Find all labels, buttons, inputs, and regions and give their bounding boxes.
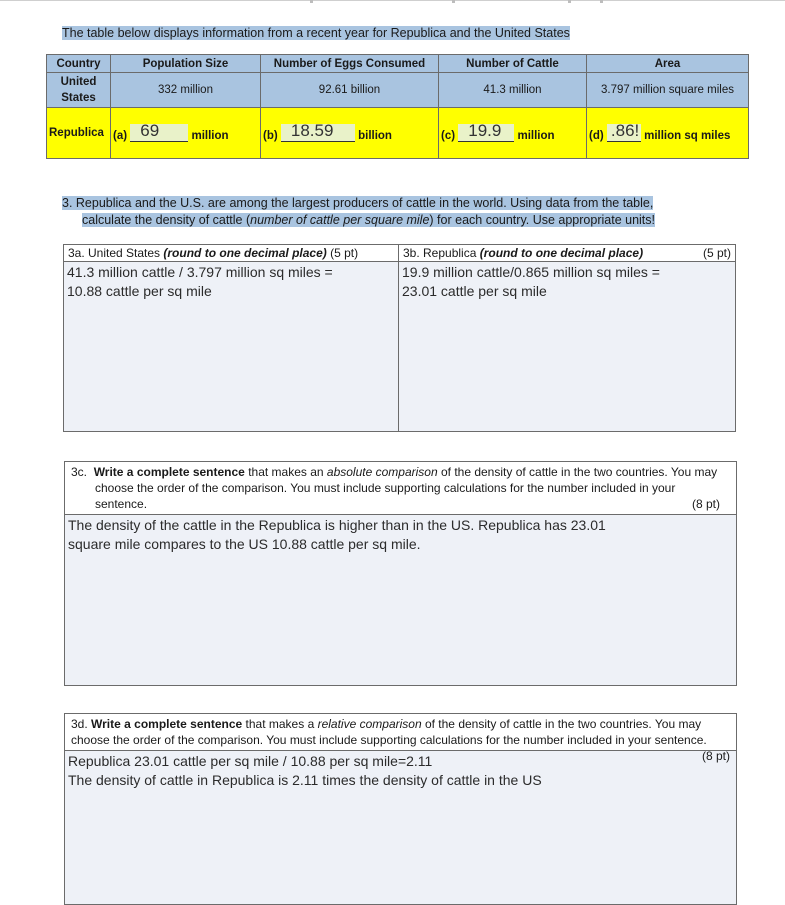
answer-3b-area[interactable]	[399, 262, 735, 302]
answer-a-value: 69	[140, 121, 160, 140]
label-b: (b)	[263, 130, 278, 142]
cell-us-eggs: 92.61 billion	[261, 73, 439, 108]
cell-rep-eggs	[261, 108, 439, 159]
answer-b-field[interactable]	[281, 121, 355, 142]
ruler-tick	[452, 0, 455, 3]
answer-3d-area[interactable]	[65, 751, 736, 791]
unit-c: million	[517, 130, 555, 142]
question-3d-prompt: 3d. Write a complete sentence that makes a relative comparison of the density of cattle in the two countries. You may choose the order of the comparison. You must include supporting calculations for the number included in your sentence. (8 pt)	[65, 714, 736, 751]
label-d: (d)	[589, 130, 604, 142]
cell-us-area: 3.797 million square miles	[587, 73, 749, 108]
unit-d: million sq miles	[644, 130, 731, 142]
question-3b-prompt: 3b. Republica (round to one decimal place) (5 pt)	[399, 245, 735, 262]
answer-3d-line2: The density of cattle in Republica is 2.11 times the density of cattle in the US	[68, 772, 542, 788]
header-population: Population Size	[111, 55, 261, 73]
answer-b-value: 18.59	[290, 121, 334, 140]
answer-3c-line1: The density of the cattle in the Republica is higher than in the US. Republica has 23.01	[68, 517, 606, 533]
answer-3a-area[interactable]	[64, 262, 399, 302]
cell-us-cattle: 41.3 million	[439, 73, 587, 108]
answer-3d-line1: Republica 23.01 cattle per sq mile / 10.88 per sq mile=2.11	[68, 753, 433, 769]
table-row-republica	[47, 108, 749, 159]
ruler-tick	[568, 0, 571, 3]
answer-3a-line1: 41.3 million cattle / 3.797 million sq miles =	[67, 264, 333, 280]
cell-rep-cattle	[439, 108, 587, 159]
question-3c-box	[64, 461, 737, 686]
table-header-row	[47, 55, 749, 73]
answer-d-field[interactable]	[607, 121, 641, 142]
question-3-line2: calculate the density of cattle (number of cattle per square mile) for each country. Use appropriate units!	[82, 213, 655, 227]
answer-3a-line2: 10.88 cattle per sq mile	[67, 283, 212, 299]
page-top-border	[0, 0, 785, 4]
question-3c-prompt: 3c. Write a complete sentence that makes an absolute comparison of the density of cattle in the two countries. You may choose the order of the comparison. You must include supporting calculations for the number included in your sentence. (8 pt)	[65, 462, 736, 515]
answer-3b-line2: 23.01 cattle per sq mile	[402, 283, 547, 299]
question-3a-prompt: 3a. United States (round to one decimal place) (5 pt)	[64, 245, 399, 262]
cell-us-country: United States	[47, 73, 111, 108]
header-cattle: Number of Cattle	[439, 55, 587, 73]
question-3b-box	[398, 244, 736, 432]
answer-d-value: .86!	[610, 121, 640, 140]
ruler-tick	[310, 0, 313, 3]
answer-c-field[interactable]	[458, 121, 514, 142]
cell-rep-country: Republica	[47, 108, 111, 159]
intro-text: The table below displays information from a recent year for Republica and the United States	[62, 26, 570, 40]
unit-a: million	[191, 130, 229, 142]
question-3a-box	[63, 244, 400, 432]
cell-rep-area	[587, 108, 749, 159]
header-eggs: Number of Eggs Consumed	[261, 55, 439, 73]
table-row-us	[47, 73, 749, 108]
question-3-line1: 3. Republica and the U.S. are among the largest producers of cattle in the world. Using data from the table,	[62, 196, 654, 210]
answer-3b-line1: 19.9 million cattle/0.865 million sq miles =	[402, 264, 660, 280]
cell-us-population: 332 million	[111, 73, 261, 108]
header-area: Area	[587, 55, 749, 73]
cell-rep-population	[111, 108, 261, 159]
header-country: Country	[47, 55, 111, 73]
answer-3c-line2: square mile compares to the US 10.88 cattle per sq mile.	[68, 536, 421, 552]
answer-c-value: 19.9	[468, 121, 502, 140]
label-c: (c)	[441, 130, 456, 142]
question-3d-box	[64, 713, 737, 905]
question-3	[62, 195, 742, 229]
unit-b: billion	[358, 130, 392, 142]
data-table	[46, 54, 749, 159]
answer-a-field[interactable]	[130, 121, 188, 142]
ruler-tick	[600, 0, 603, 3]
label-a: (a)	[113, 130, 128, 142]
answer-3c-area[interactable]	[65, 515, 736, 555]
